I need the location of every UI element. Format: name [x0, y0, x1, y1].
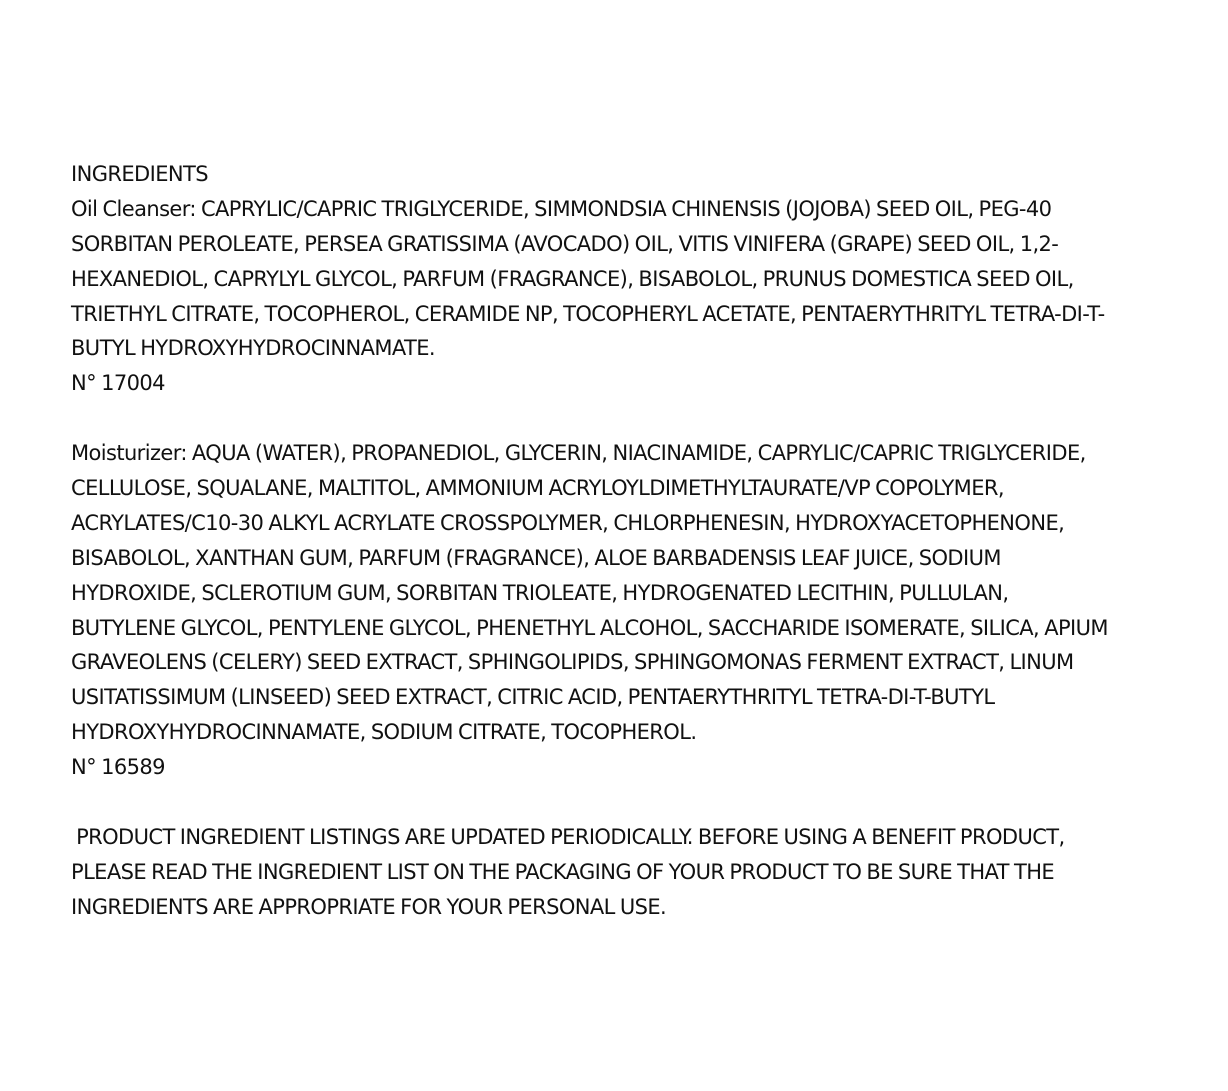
moisturizer-line: USITATISSIMUM (LINSEED) SEED EXTRACT, CITRIC ACID, PENTAERYTHRITYL TETRA-DI-T-BUTYL	[71, 685, 995, 710]
moisturizer-line: HYDROXIDE, SCLEROTIUM GUM, SORBITAN TRIOLEATE, HYDROGENATED LECITHIN, PULLULAN,	[71, 580, 1009, 605]
cleanser-line: SORBITAN PEROLEATE, PERSEA GRATISSIMA (AVOCADO) OIL, VITIS VINIFERA (GRAPE) SEED OIL, 1,2-	[71, 231, 1059, 256]
cleanser-line: HEXANEDIOL, CAPRYLYL GLYCOL, PARFUM (FRAGRANCE), BISABOLOL, PRUNUS DOMESTICA SEED OIL,	[71, 266, 1074, 291]
disclaimer-line: PLEASE READ THE INGREDIENT LIST ON THE PACKAGING OF YOUR PRODUCT TO BE SURE THAT THE	[71, 859, 1055, 884]
cleanser-line: TRIETHYL CITRATE, TOCOPHEROL, CERAMIDE NP, TOCOPHERYL ACETATE, PENTAERYTHRITYL TETRA-DI-T-	[71, 301, 1105, 326]
moisturizer-section	[71, 436, 1201, 785]
disclaimer-section	[71, 820, 1201, 925]
cleanser-line: Oil Cleanser: CAPRYLIC/CAPRIC TRIGLYCERIDE, SIMMONDSIA CHINENSIS (JOJOBA) SEED OIL, PEG-40	[71, 196, 1052, 221]
disclaimer-line: INGREDIENTS ARE APPROPRIATE FOR YOUR PERSONAL USE.	[71, 894, 667, 919]
moisturizer-line: ACRYLATES/C10-30 ALKYL ACRYLATE CROSSPOLYMER, CHLORPHENESIN, HYDROXYACETOPHENONE,	[71, 510, 1065, 535]
moisturizer-line: HYDROXYHYDROCINNAMATE, SODIUM CITRATE, TOCOPHEROL.	[71, 720, 697, 745]
ingredients-document	[71, 157, 1201, 925]
moisturizer-line: GRAVEOLENS (CELERY) SEED EXTRACT, SPHINGOLIPIDS, SPHINGOMONAS FERMENT EXTRACT, LINUM	[71, 650, 1074, 675]
moisturizer-line: Moisturizer: AQUA (WATER), PROPANEDIOL, GLYCERIN, NIACINAMIDE, CAPRYLIC/CAPRIC TRIGLYCERIDE,	[71, 441, 1086, 466]
oil-cleanser-section	[71, 192, 1201, 401]
moisturizer-line: BISABOLOL, XANTHAN GUM, PARFUM (FRAGRANCE), ALOE BARBADENSIS LEAF JUICE, SODIUM	[71, 545, 1001, 570]
cleanser-product-number: N° 17004	[71, 371, 165, 396]
moisturizer-line: BUTYLENE GLYCOL, PENTYLENE GLYCOL, PHENETHYL ALCOHOL, SACCHARIDE ISOMERATE, SILICA, APIUM	[71, 615, 1108, 640]
disclaimer-line: PRODUCT INGREDIENT LISTINGS ARE UPDATED PERIODICALLY. BEFORE USING A BENEFIT PRODUCT,	[71, 824, 1065, 849]
moisturizer-line: CELLULOSE, SQUALANE, MALTITOL, AMMONIUM ACRYLOYLDIMETHYLTAURATE/VP COPOLYMER,	[71, 476, 1004, 501]
ingredients-heading: INGREDIENTS	[71, 162, 208, 186]
spacer	[71, 401, 1201, 436]
cleanser-line: BUTYL HYDROXYHYDROCINNAMATE.	[71, 336, 435, 361]
spacer	[71, 785, 1201, 820]
moisturizer-product-number: N° 16589	[71, 755, 165, 780]
